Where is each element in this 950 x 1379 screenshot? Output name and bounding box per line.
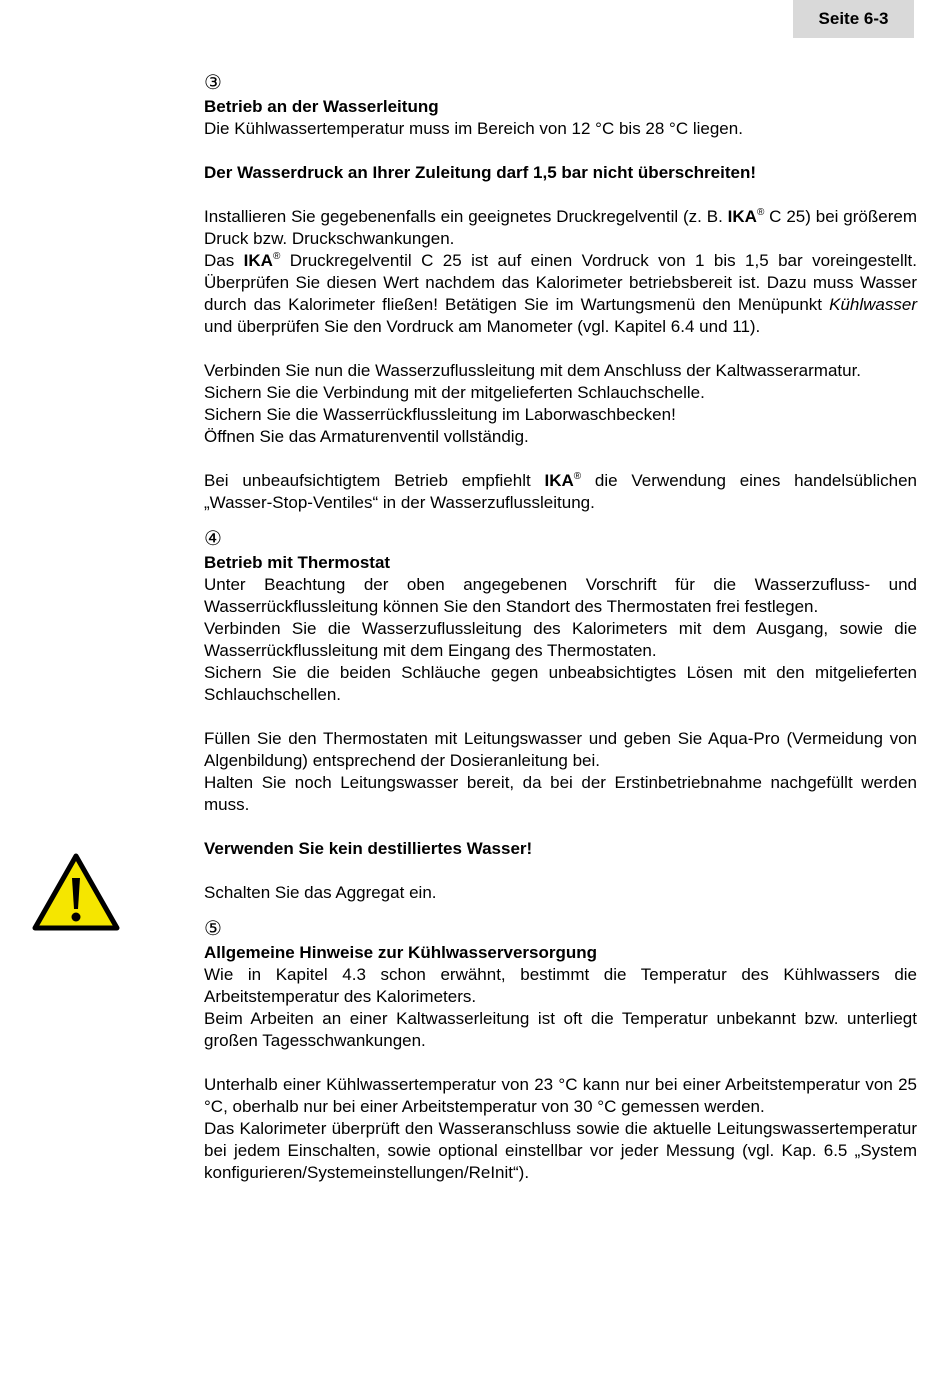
brand-name: IKA: [727, 207, 757, 226]
section-heading-thermostat: Betrieb mit Thermostat: [204, 553, 391, 572]
pressure-warning-text: Der Wasserdruck an Ihrer Zuleitung darf 1,5 bar nicht überschreiten!: [204, 163, 757, 182]
menu-item-name: Kühlwasser: [829, 295, 917, 314]
paragraph: Unter Beachtung der oben angegebenen Vorschrift für die Wasserzufluss- und Wasserrückflussleitung können Sie den Standort des Thermostaten frei festlegen.: [204, 575, 917, 616]
document-body: [204, 70, 917, 1184]
paragraph: Beim Arbeiten an einer Kaltwasserleitung ist oft die Temperatur unbekannt bzw. unterliegt großen Tagesschwankungen.: [204, 1009, 917, 1050]
paragraph: Schalten Sie das Aggregat ein.: [204, 883, 437, 902]
paragraph: Füllen Sie den Thermostaten mit Leitungswasser und geben Sie Aqua-Pro (Vermeidung von Algenbildung) entsprechend der Dosieranleitung bei.: [204, 729, 917, 770]
paragraph: Sichern Sie die Verbindung mit der mitgelieferten Schlauchschelle.: [204, 383, 705, 402]
paragraph: Unterhalb einer Kühlwassertemperatur von 23 °C kann nur bei einer Arbeitstemperatur von 25 °C, oberhalb nur bei einer Arbeitstemperatur von 30 °C gemessen werden.: [204, 1075, 917, 1116]
paragraph: Verbinden Sie die Wasserzuflussleitung des Kalorimeters mit dem Ausgang, sowie die Wasserrückflussleitung mit dem Eingang des Thermostaten.: [204, 619, 917, 660]
paragraph: Öffnen Sie das Armaturenventil vollständig.: [204, 427, 529, 446]
distilled-water-warning: Verwenden Sie kein destilliertes Wasser!: [204, 839, 533, 858]
section-heading-water-line: Betrieb an der Wasserleitung: [204, 97, 439, 116]
paragraph: Sichern Sie die beiden Schläuche gegen unbeabsichtigtes Lösen mit den mitgelieferten Schlauchschellen.: [204, 663, 917, 704]
paragraph: Die Kühlwassertemperatur muss im Bereich von 12 °C bis 28 °C liegen.: [204, 119, 743, 138]
paragraph: Bei unbeaufsichtigtem Betrieb empfiehlt IKA® die Verwendung eines handelsüblichen „Wasser-Stop-Ventiles“ in der Wasserzuflussleitung.: [204, 471, 917, 512]
paragraph: Wie in Kapitel 4.3 schon erwähnt, bestimmt die Temperatur des Kühlwassers die Arbeitstemperatur des Kalorimeters.: [204, 965, 917, 1006]
paragraph: Sichern Sie die Wasserrückflussleitung im Laborwaschbecken!: [204, 405, 676, 424]
brand-name: IKA: [544, 471, 574, 490]
section-marker-5: ⑤: [204, 918, 222, 940]
paragraph: Das IKA® Druckregelventil C 25 ist auf einen Vordruck von 1 bis 1,5 bar voreingestellt. Überprüfen Sie diesen Wert nachdem das Kalorimeter betriebsbereit ist. Dazu muss Wasser durch das Kalorimeter fließen! Betätigen Sie im Wartungsmenü den Menüpunkt Kühlwasser und überprüfen Sie den Vordruck am Manometer (vgl. Kapitel 6.4 und 11).: [204, 251, 917, 336]
section-marker-3: ③: [204, 72, 222, 94]
page-number-label: Seite 6-3: [793, 0, 914, 38]
warning-icon: [32, 852, 120, 932]
section-heading-cooling-water: Allgemeine Hinweise zur Kühlwasserversorgung: [204, 943, 598, 962]
paragraph: Installieren Sie gegebenenfalls ein geeignetes Druckregelventil (z. B. IKA® C 25) bei größerem Druck bzw. Druckschwankungen.: [204, 207, 917, 248]
paragraph: Das Kalorimeter überprüft den Wasseranschluss sowie die aktuelle Leitungswassertemperatur bei jedem Einschalten, sowie optional einstellbar vor jeder Messung (vgl. Kap. 6.5 „System konfigurieren/Systemeinstellungen/ReInit“).: [204, 1119, 917, 1182]
section-marker-4: ④: [204, 528, 222, 550]
brand-name: IKA: [243, 251, 273, 270]
paragraph: Verbinden Sie nun die Wasserzuflussleitung mit dem Anschluss der Kaltwasserarmatur.: [204, 361, 862, 380]
paragraph: Halten Sie noch Leitungswasser bereit, da bei der Erstinbetriebnahme nachgefüllt werden muss.: [204, 773, 917, 814]
